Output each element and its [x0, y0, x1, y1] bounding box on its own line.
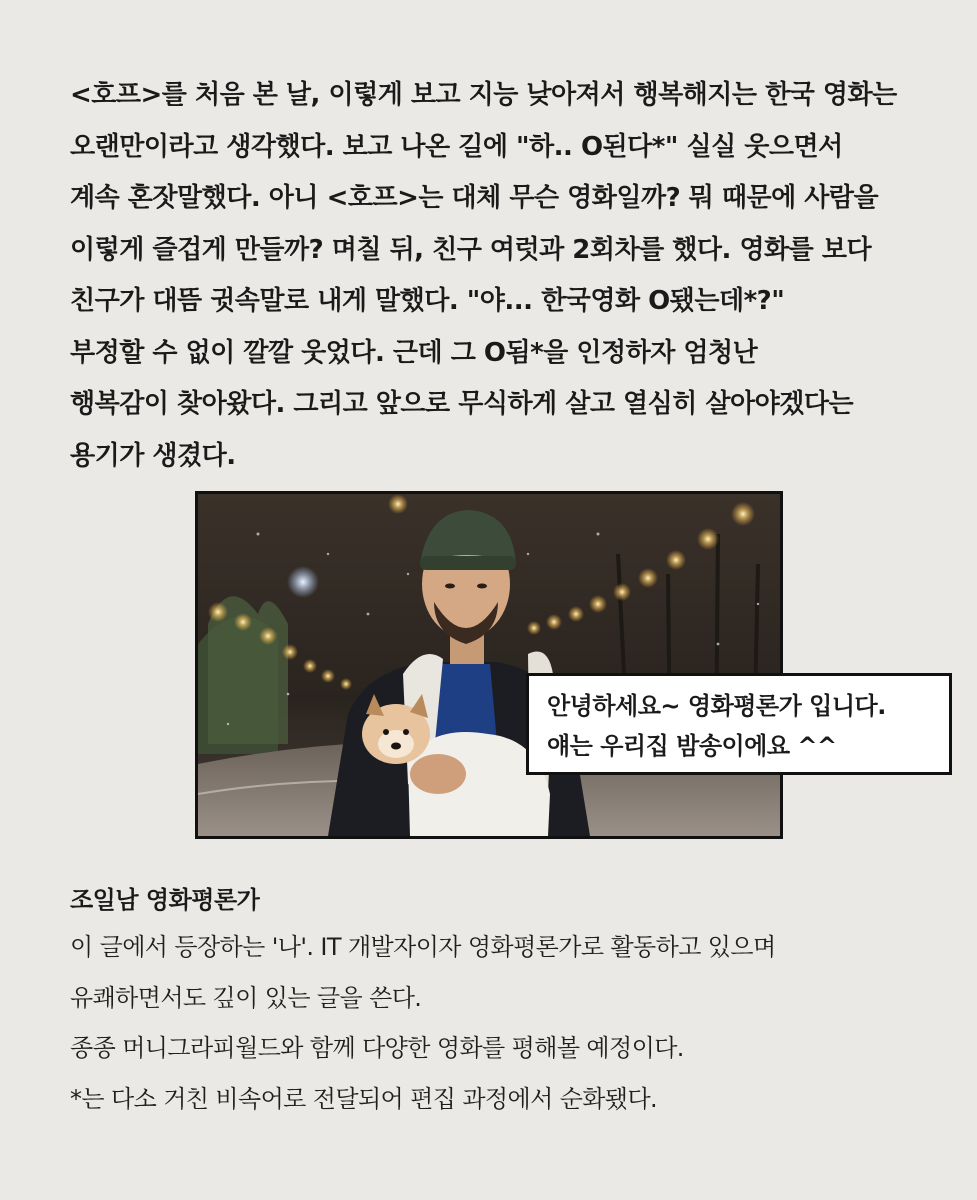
bio-line: 이 글에서 등장하는 '나'. IT 개발자이자 영화평론가로 활동하고 있으며 — [70, 933, 776, 961]
bio-title: 조일남 영화평론가 — [70, 886, 260, 914]
critic-photo — [195, 491, 783, 839]
story-line: 행복감이 찾아왔다. 그리고 앞으로 무식하게 살고 열심히 살아야겠다는 — [70, 389, 854, 419]
author-bio — [70, 878, 950, 1124]
story-text — [70, 70, 950, 482]
story-line: 이렇게 즐겁게 만들까? 며칠 뒤, 친구 여럿과 2회차를 했다. 영화를 보다 — [70, 234, 872, 265]
caption-dog-intro: 얘는 우리집 밤송이에요 ^^ — [547, 732, 837, 760]
story-line: 용기가 생겼다. — [70, 440, 236, 471]
bio-footnote: *는 다소 거친 비속어로 전달되어 편집 과정에서 순화됐다. — [70, 1084, 658, 1113]
speech-caption — [526, 673, 952, 775]
story-line: <호프>를 처음 본 날, 이렇게 보고 지능 낮아져서 행복해지는 한국 영화는 — [70, 80, 897, 110]
story-line: 오랜만이라고 생각했다. 보고 나온 길에 "하.. O된다*" 실실 웃으면서 — [70, 131, 843, 162]
bio-line: 종종 머니그라피월드와 함께 다양한 영화를 평해볼 예정이다. — [70, 1034, 684, 1062]
photo-illustration — [198, 494, 780, 836]
bio-line: 유쾌하면서도 깊이 있는 글을 쓴다. — [70, 983, 422, 1012]
story-line: 계속 혼잣말했다. 아니 <호프>는 대체 무슨 영화일까? 뭐 때문에 사람을 — [70, 183, 879, 213]
story-line: 부정할 수 없이 깔깔 웃었다. 근데 그 O됨*을 인정하자 엄청난 — [70, 337, 758, 368]
story-line: 친구가 대뜸 귓속말로 내게 말했다. "야... 한국영화 O됐는데*?" — [70, 286, 785, 316]
caption-greeting: 안녕하세요~ 영화평론가 입니다. — [547, 692, 886, 720]
